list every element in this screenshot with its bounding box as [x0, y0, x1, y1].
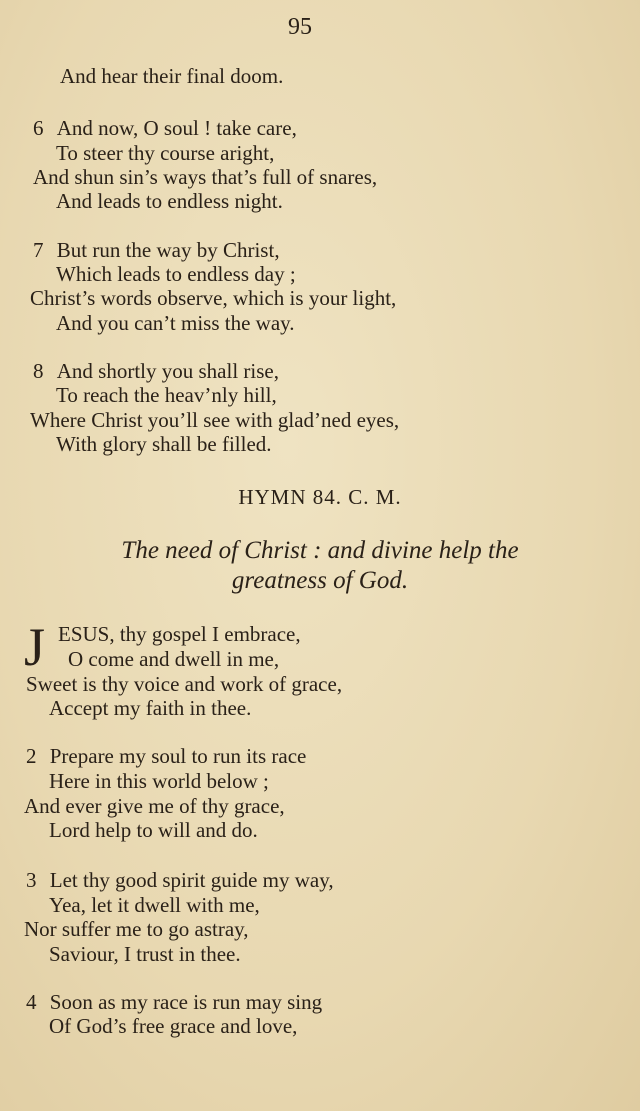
verse-2-line-3: And ever give me of thy grace,: [24, 794, 285, 818]
verse-text: And shortly you shall rise,: [56, 359, 279, 383]
verse-7-line-4: And you can’t miss the way.: [56, 311, 295, 335]
verse-number: 3: [26, 868, 37, 892]
verse-text: But run the way by Christ,: [56, 238, 280, 262]
verse-1-line-2: O come and dwell in me,: [68, 647, 280, 671]
verse-2-line-1: [26, 744, 306, 768]
page-number: 95: [288, 14, 312, 40]
verse-number: 6: [33, 116, 44, 140]
verse-text: Prepare my soul to run its race: [49, 744, 307, 768]
verse-8-line-3: Where Christ you’ll see with glad’ned eyes,: [30, 408, 400, 432]
verse-4-line-2: Of God’s free grace and love,: [49, 1014, 298, 1038]
verse-7-line-3: Christ’s words observe, which is your light,: [30, 286, 397, 310]
verse-1-line-1: ESUS, thy gospel I embrace,: [58, 622, 301, 646]
verse-6-line-4: And leads to endless night.: [56, 189, 283, 213]
hymn-heading: HYMN 84. C. M.: [238, 485, 402, 509]
hymn-subtitle-line-2: greatness of God.: [231, 567, 409, 594]
verse-text: Let thy good spirit guide my way,: [49, 868, 334, 892]
verse-1-line-4: Accept my faith in thee.: [49, 696, 252, 720]
verse-1-line-3: Sweet is thy voice and work of grace,: [26, 672, 343, 696]
drop-cap: J: [24, 617, 46, 677]
verse-text: Soon as my race is run may sing: [49, 990, 323, 1014]
verse-2-line-2: Here in this world below ;: [49, 769, 269, 793]
verse-8-line-1: [33, 359, 279, 383]
verse-number: 7: [33, 238, 44, 262]
verse-7-line-2: Which leads to endless day ;: [56, 262, 296, 286]
verse-8-line-4: With glory shall be filled.: [56, 432, 272, 456]
verse-text: And now, O soul ! take care,: [56, 116, 297, 140]
verse-7-line-1: [33, 238, 280, 262]
verse-6-line-3: And shun sin’s ways that’s full of snares,: [33, 165, 378, 189]
verse-number: 2: [26, 744, 37, 768]
verse-number: 4: [26, 990, 37, 1014]
verse-3-line-3: Nor suffer me to go astray,: [24, 917, 249, 941]
verse-3-line-1: [26, 868, 334, 892]
verse-6-line-2: To steer thy course aright,: [56, 141, 275, 165]
opening-line: And hear their final doom.: [60, 64, 284, 88]
verse-4-line-1: [26, 990, 322, 1014]
verse-8-line-2: To reach the heav’nly hill,: [56, 383, 277, 407]
verse-number: 8: [33, 359, 44, 383]
verse-3-line-2: Yea, let it dwell with me,: [49, 893, 260, 917]
verse-3-line-4: Saviour, I trust in thee.: [49, 942, 241, 966]
verse-6-line-1: [33, 116, 297, 140]
verse-2-line-4: Lord help to will and do.: [49, 818, 258, 842]
hymn-subtitle-line-1: The need of Christ : and divine help the: [121, 537, 519, 564]
